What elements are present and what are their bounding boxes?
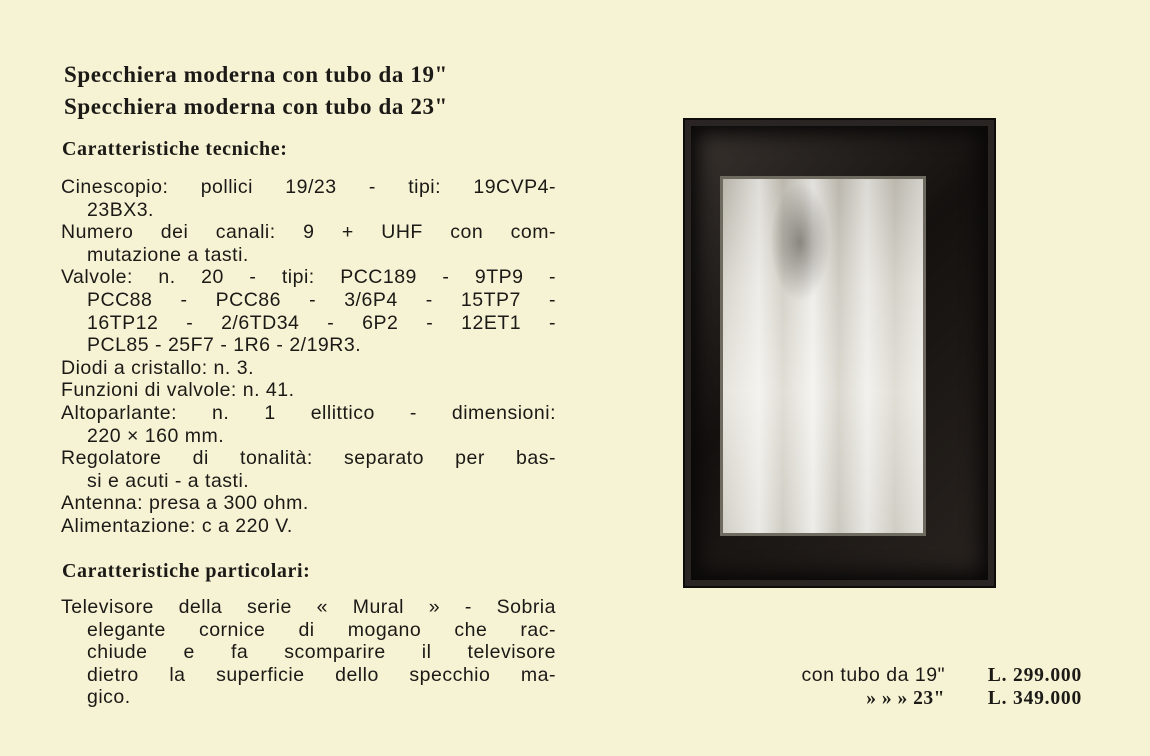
product-description [61,596,556,709]
spec-line: PCL85 - 25F7 - 1R6 - 2/19R3. [87,334,362,357]
spec-line: Alimentazione: c a 220 V. [61,514,293,537]
price-label: con tubo da 19" [801,664,945,686]
price-row-19 [740,664,1085,687]
price-row-23 [740,687,1085,710]
spec-line: PCC88 - PCC86 - 3/6P4 - 15TP7 - [87,288,556,311]
spec-line: 220 × 160 mm. [87,424,225,447]
mirror-reflection [770,182,830,302]
description-line: chiude e fa scomparire il televisore [87,641,556,664]
description-line: dietro la superficie dello specchio ma- [87,663,556,686]
spec-line: Funzioni di valvole: n. 41. [61,379,295,402]
description-line: gico. [87,686,131,709]
price-label: » » » 23" [866,688,945,709]
spec-line: 16TP12 - 2/6TD34 - 6P2 - 12ET1 - [87,311,556,334]
particular-features-heading: Caratteristiche particolari: [62,560,311,582]
product-title-23: Specchiera moderna con tubo da 23" [64,94,448,119]
spec-line: 23BX3. [87,198,154,221]
spec-line: Altoparlante: n. 1 ellittico - dimensioni: [61,401,556,424]
spec-line: si e acuti - a tasti. [87,469,250,492]
description-line: Televisore della serie « Mural » - Sobria [61,596,556,618]
spec-line: mutazione a tasti. [87,243,249,266]
price-amount: L. 349.000 [987,688,1082,709]
description-line: elegante cornice di mogano che rac- [87,618,556,641]
technical-specs [61,176,556,538]
spec-line: Antenna: presa a 300 ohm. [61,492,309,515]
price-list [740,664,1085,710]
spec-line: Cinescopio: pollici 19/23 - tipi: 19CVP4- [61,176,556,198]
technical-specs-heading: Caratteristiche tecniche: [62,138,288,160]
spec-line: Regolatore di tonalità: separato per bas- [61,447,556,470]
spec-line: Diodi a cristallo: n. 3. [61,356,254,379]
spec-line: Valvole: n. 20 - tipi: PCC189 - 9TP9 - [61,266,556,289]
product-title-19: Specchiera moderna con tubo da 19" [64,62,448,87]
price-amount: L. 299.000 [987,665,1082,686]
spec-line: Numero dei canali: 9 + UHF con com- [61,221,556,244]
